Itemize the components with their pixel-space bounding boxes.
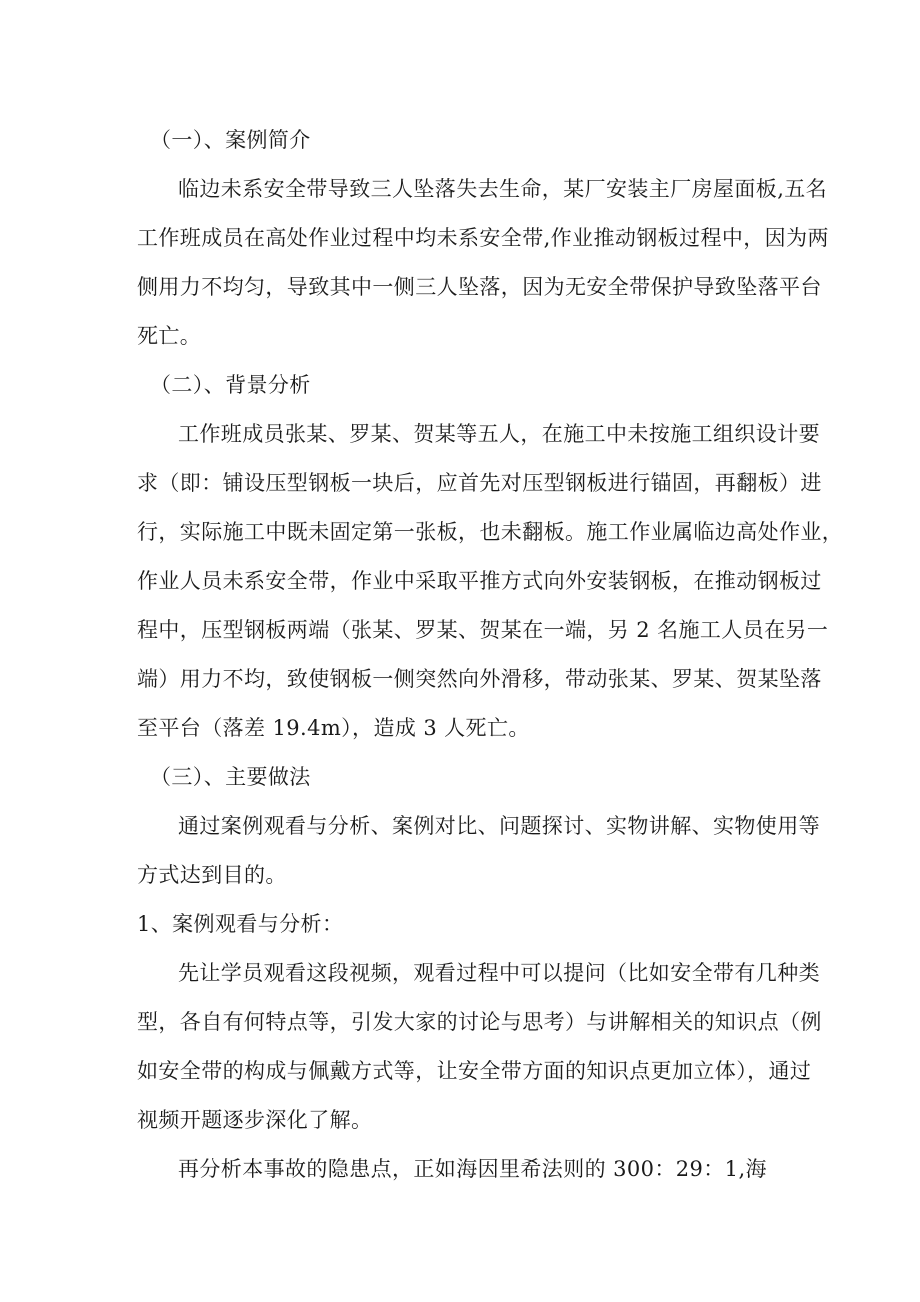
- paragraph-line: 行，实际施工中既未固定第一张板，也未翻板。施工作业属临边高处作业，: [137, 520, 844, 544]
- paragraph-line: 临边未系安全带导致三人坠落失去生命，某厂安装主厂房屋面板,五名: [178, 177, 828, 201]
- paragraph-line: 工作班成员在高处作业过程中均未系安全带,作业推动钢板过程中，因为两: [137, 226, 829, 250]
- paragraph-line: 方式达到目的。: [137, 863, 287, 887]
- paragraph-line: 再分析本事故的隐患点，正如海因里希法则的 300：29：1,海: [178, 1157, 767, 1181]
- paragraph-line: 死亡。: [137, 324, 202, 348]
- section-heading-main-methods: （三）、主要做法: [150, 765, 311, 789]
- section-heading-background-analysis: （二）、背景分析: [150, 373, 311, 397]
- paragraph-line: 至平台（落差 19.4m），造成 3 人死亡。: [137, 716, 530, 740]
- paragraph-line: 求（即：铺设压型钢板一块后，应首先对压型钢板进行锚固，再翻板）进: [137, 471, 822, 495]
- paragraph-line: 通过案例观看与分析、案例对比、问题探讨、实物讲解、实物使用等: [178, 814, 820, 838]
- paragraph-line: 工作班成员张某、罗某、贺某等五人，在施工中未按施工组织设计要: [178, 422, 820, 446]
- paragraph-line: 程中，压型钢板两端（张某、罗某、贺某在一端，另 2 名施工人员在另一: [137, 618, 829, 642]
- paragraph-line: 侧用力不均匀，导致其中一侧三人坠落，因为无安全带保护导致坠落平台: [137, 275, 822, 299]
- paragraph-line: 视频开题逐步深化了解。: [137, 1108, 373, 1132]
- paragraph-line: 作业人员未系安全带，作业中采取平推方式向外安装钢板，在推动钢板过: [137, 569, 822, 593]
- paragraph-line: 端）用力不均，致使钢板一侧突然向外滑移，带动张某、罗某、贺某坠落: [137, 667, 822, 691]
- subsection-heading-case-viewing: 1、案例观看与分析：: [137, 912, 344, 936]
- paragraph-line: 型，各自有何特点等，引发大家的讨论与思考）与讲解相关的知识点（例: [137, 1010, 822, 1034]
- paragraph-line: 先让学员观看这段视频，观看过程中可以提问（比如安全带有几种类: [178, 961, 820, 985]
- section-heading-case-intro: （一）、案例简介: [150, 128, 311, 152]
- paragraph-line: 如安全带的构成与佩戴方式等，让安全带方面的知识点更加立体），通过: [137, 1059, 812, 1083]
